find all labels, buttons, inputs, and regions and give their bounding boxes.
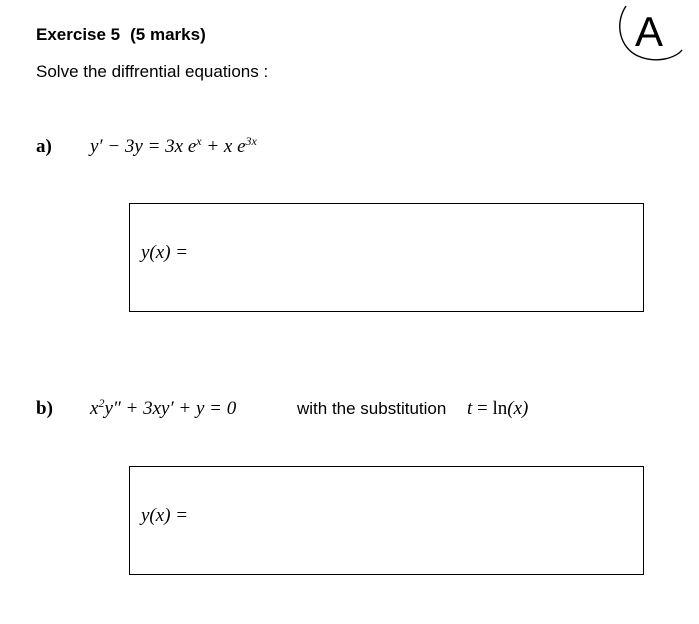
part-a-answer-prompt: y(x) =	[141, 242, 189, 263]
part-a-answer-box[interactable]	[129, 203, 644, 312]
exercise-heading	[36, 25, 206, 45]
version-badge	[614, 0, 684, 62]
part-a-label: a)	[36, 136, 52, 157]
substitution-text: with the substitution	[297, 399, 447, 418]
exercise-marks: (5 marks)	[130, 25, 206, 44]
part-a-equation: y′ − 3y = 3x $e^x + x$ $e^{3x}$	[90, 134, 257, 157]
exercise-title: Exercise 5	[36, 25, 121, 44]
instructions: Solve the diffrential equations :	[36, 62, 269, 81]
version-badge-letter: A	[634, 8, 664, 55]
part-b-label: b)	[36, 398, 53, 419]
substitution-equation: t = ln(x)	[467, 398, 529, 419]
part-b-answer-box[interactable]	[129, 466, 644, 575]
part-b-answer-prompt: y(x) =	[141, 505, 189, 526]
part-b-equation: $x^2y'' + 3xy' + y = 0$	[90, 396, 237, 419]
